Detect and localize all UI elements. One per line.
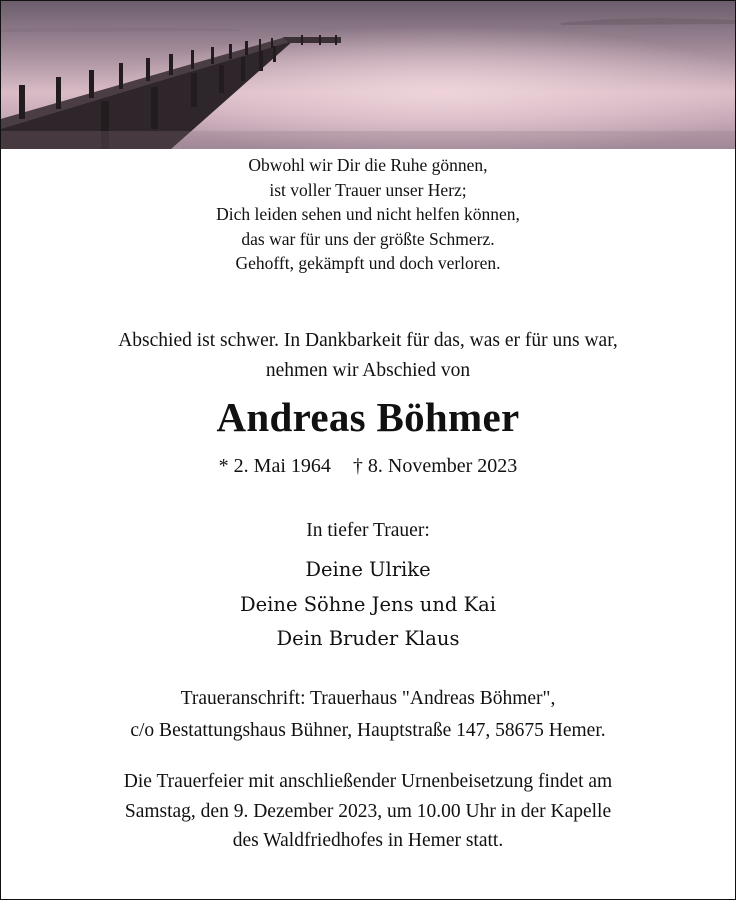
poem-line: das war für uns der größte Schmerz. — [241, 228, 495, 249]
farewell-intro — [1, 326, 735, 386]
mourners-list — [1, 553, 735, 657]
mourning-address — [1, 683, 735, 746]
poem-line: ist voller Trauer unser Herz; — [269, 179, 467, 200]
deceased-name: Andreas Böhmer — [216, 394, 520, 440]
mourner-name: Deine Ulrike — [305, 558, 431, 581]
life-dates — [1, 451, 735, 481]
ceremony-line: Samstag, den 9. Dezember 2023, um 10.00 Uhr in der Kapelle — [124, 800, 612, 822]
mourner-name: Deine Söhne Jens und Kai — [239, 592, 496, 616]
poem-line: Obwohl wir Dir die Ruhe gönnen, — [248, 155, 488, 175]
intro-line: Abschied ist schwer. In Dankbarkeit für das, was er für uns war, — [118, 330, 618, 351]
birth-date: * 2. Mai 1964 — [218, 455, 331, 477]
ceremony-line: Die Trauerfeier mit anschließender Urnenbeisetzung findet am — [123, 771, 613, 792]
address-line: Traueranschrift: Trauerhaus "Andreas Böhmer", — [180, 688, 556, 709]
poem — [1, 153, 735, 276]
address-line: c/o Bestattungshaus Bühner, Hauptstraße 147, 58675 Hemer. — [130, 719, 606, 741]
ceremony-info — [1, 767, 735, 856]
poem-line: Gehofft, gekämpft und doch verloren. — [235, 253, 501, 273]
mourning-heading: In tiefer Trauer: — [306, 520, 430, 541]
intro-line: nehmen wir Abschied von — [265, 360, 471, 381]
death-date: † 8. November 2023 — [352, 455, 518, 477]
lake-pier-photo — [1, 1, 735, 149]
mourner-name: Dein Bruder Klaus — [276, 627, 460, 650]
poem-line: Dich leiden sehen und nicht helfen können, — [216, 204, 520, 224]
ceremony-line: des Waldfriedhofes in Hemer statt. — [232, 830, 504, 851]
